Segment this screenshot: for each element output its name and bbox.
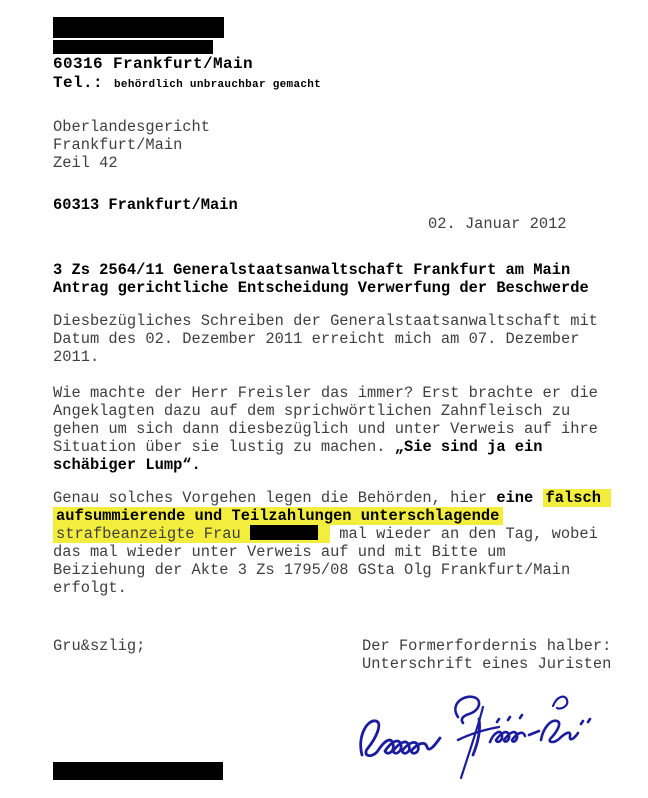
para3-line-5: Beiziehung der Akte 3 Zs 1795/08 GSta Olg Frankfurt/Main [53, 561, 571, 579]
para1-line-3: 2011. [53, 348, 100, 366]
para2-line-1: Wie machte der Herr Freisler das immer? Erst brachte er die [53, 384, 598, 402]
recipient-line-2: Frankfurt/Main [53, 136, 183, 154]
closing-right-line-2: Unterschrift eines Juristen [362, 655, 612, 673]
para3-line-1: Genau solches Vorgehen legen die Behörden, hier eine falsch [53, 489, 611, 507]
para2-line-4: Situation über sie lustig zu machen. „Sie sind ja ein [53, 438, 543, 456]
redaction-bar-sender-name [53, 17, 224, 38]
redacted-name-box [250, 525, 318, 540]
body-paragraph-2 [53, 384, 598, 474]
letter-date: 02. Januar 2012 [428, 215, 567, 233]
body-paragraph-1 [53, 312, 598, 366]
highlighted-text-falsch: falsch [543, 489, 611, 507]
subject-line-2: Antrag gerichtliche Entscheidung Verwerfung der Beschwerde [53, 279, 589, 297]
closing-greeting: Gru&szlig; [53, 637, 146, 655]
subject-block [53, 261, 589, 297]
sender-tel-line [53, 74, 321, 94]
para2-line-5 [53, 456, 598, 474]
para3-line-3: strafbeanzeigte Frau mal wieder an den Tag, wobei [53, 525, 611, 543]
recipient-line-1: Oberlandesgericht [53, 118, 211, 136]
para3-line-6: erfolgt. [53, 579, 127, 597]
tel-label: Tel.: [53, 74, 104, 92]
para2-line-3: gehen um sich dann diesbezüglich und unter Verweis auf ihre [53, 420, 598, 438]
bold-quote-start: „Sie sind ja ein [394, 438, 543, 456]
subject-line-1: 3 Zs 2564/11 Generalstaatsanwaltschaft Frankfurt am Main [53, 261, 571, 279]
redaction-bar-bottom [53, 762, 223, 780]
para3-line-4: das mal wieder unter Verweis auf und mit Bitte um [53, 543, 506, 561]
closing-right-block [362, 637, 611, 673]
para2-line-2: Angeklagten dazu auf dem sprichwörtlichen Zahnfleisch zu [53, 402, 571, 420]
para1-line-2: Datum des 02. Dezember 2011 erreicht mich am 07. Dezember [53, 330, 580, 348]
highlighted-text-aufsummierende: aufsummierende und Teilzahlungen unterschlagende [53, 507, 503, 525]
signature-image [340, 683, 600, 788]
sender-postal-line: 60316 Frankfurt/Main [53, 55, 254, 73]
recipient-postal-line: 60313 Frankfurt/Main [53, 196, 238, 214]
bold-quote-end: schäbiger Lump“. [53, 456, 201, 474]
highlighted-text-strafbeanzeigte: strafbeanzeigte Frau [53, 525, 330, 543]
tel-value: behördlich unbrauchbar gemacht [114, 79, 322, 91]
para3-line-2 [53, 507, 611, 525]
para1-line-1: Diesbezügliches Schreiben der Generalstaatsanwaltschaft mit [53, 312, 598, 330]
body-paragraph-3 [53, 489, 611, 597]
closing-right-line-1: Der Formerfordernis halber: [362, 637, 612, 655]
recipient-address [53, 118, 210, 172]
recipient-line-3: Zeil 42 [53, 154, 118, 172]
redaction-bar-sender-street [53, 40, 213, 54]
